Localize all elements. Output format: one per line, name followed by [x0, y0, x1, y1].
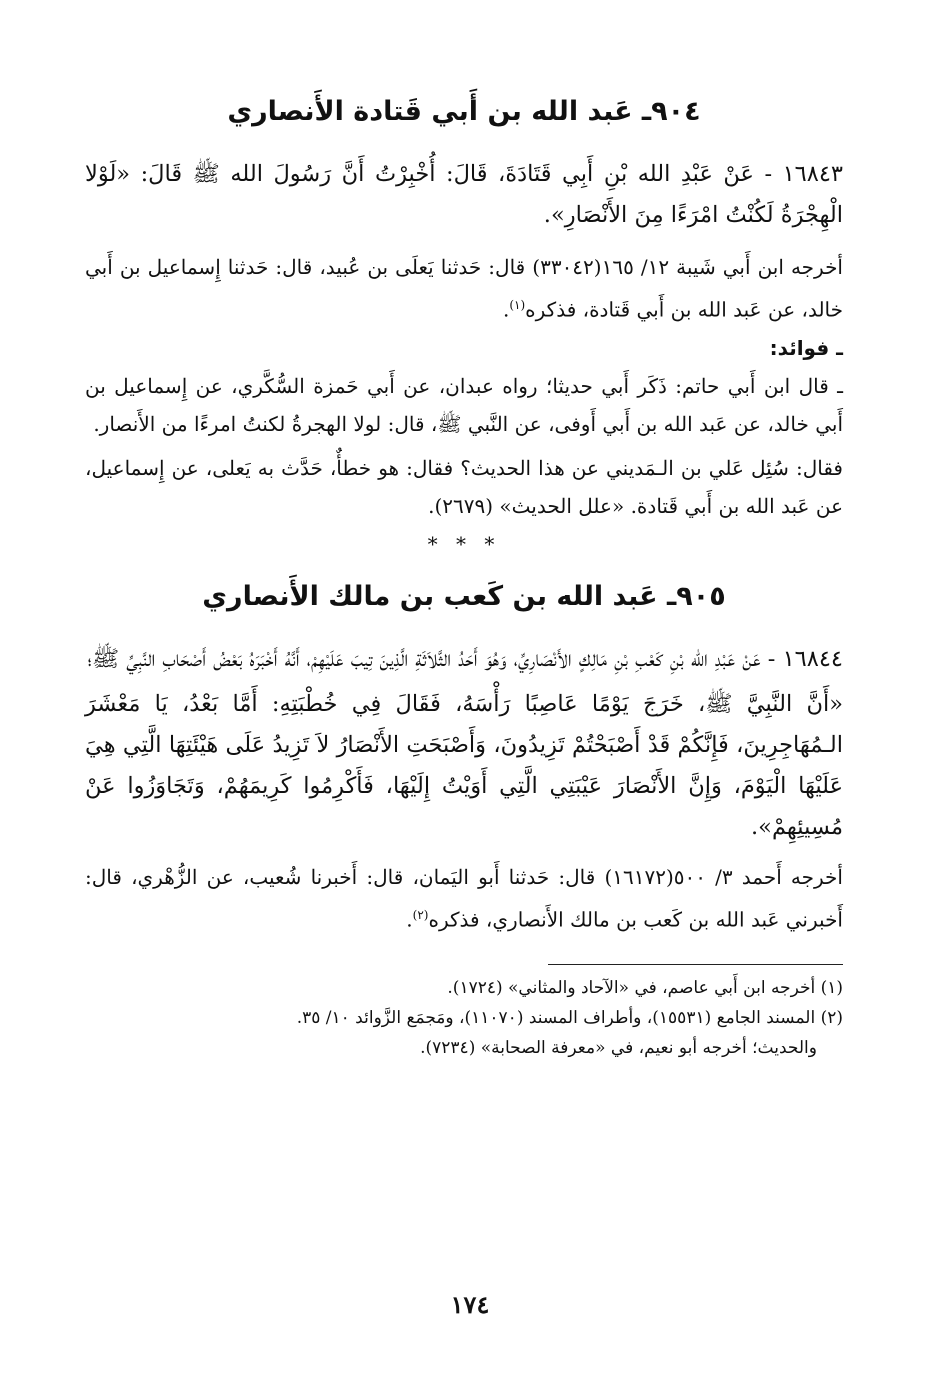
section-heading-904: ٩٠٤ـ عَبد الله بن أَبي قَتادة الأَنصاري [227, 96, 701, 127]
section-separator: * * * [427, 531, 501, 556]
footnote-2: (٢) المسند الجامع (١٥٥٣١)، وأطراف المسند (١١٠٧٠)، ومَجمَع الزَّوائد ١٠/ ٣٥. [296, 1008, 843, 1029]
fawaid-note-1: ـ قال ابن أَبي حاتم: ذَكَر أَبي حديثا؛ رواه عبدان، عن أَبي حَمزة السُّكَّري، عن إِسماعيل بن أَبي خالد، عن عَبد الله بن أَبي أَوفى، عن النَّبي ﷺ، قال: لولا الهجرةُ لكنتُ امرءًا من الأَنصار. [85, 373, 843, 436]
hadith-16844-intro: ١٦٨٤٤ - عَنْ عَبْدِ الله بْنِ كَعْبِ بْنِ مَالِكٍ الأَنْصَارِيِّ، وَهُوَ أَحَدُ الثَّلاَثَةِ الَّذِينَ تِيبَ عَلَيْهِمْ، أَنَّهُ أَخْبَرَهُ بَعْضُ أَصْحَابِ النَّبِيِّ ﷺ؛ [87, 645, 843, 672]
hadith-16843: ١٦٨٤٣ - عَنْ عَبْدِ الله بْنِ أَبِي قَتَادَةَ، قَالَ: أُخْبِرْتُ أَنَّ رَسُولَ الله ﷺ قَالَ: «لَوْلا الْهِجْرَةُ لَكُنْتُ امْرَءًا مِنَ الأَنْصَارِ». [85, 161, 843, 228]
source-text: أخرجه أَحمد ٣/ ٥٠٠(١٦١٧٢) قال: حَدثنا أَبو اليَمان، قال: أَخبرنا شُعيب، عن الزُّهْري، قال: أَخبرني عَبد الله بن كَعب بن مالك الأَنصاري، فذكره [85, 864, 843, 932]
source-text: أخرجه ابن أَبي شَيبة ١٢/ ١٦٥(٣٣٠٤٢) قال: حَدثنا يَعلَى بن عُبيد، قال: حَدثنا إِسماعيل بن أَبي خالد، عن عَبد الله بن أَبي قَتادة، فذكره [85, 255, 843, 322]
footnote-divider [548, 964, 843, 965]
footnote-1: (١) أخرجه ابن أَبي عاصم، في «الآحاد والمثاني» (١٧٢٤). [447, 978, 843, 999]
footnote-ref-2: (٢) [412, 907, 429, 922]
fawaid-note-2: فقال: سُئِل عَلي بن الـمَديني عن هذا الحديث؟ فقال: هو خطأٌ، حَدَّث به يَعلى، عن إِسماعيل، عن عَبد الله بن أَبي قَتادة. «علل الحديث» (٢٦٧٩). [85, 455, 843, 518]
fawaid-label: ـ فوائد: [769, 335, 843, 360]
page-number: ١٧٤ [450, 1290, 490, 1319]
hadith-16844-text: «أَنَّ النَّبِيَّ ﷺ، خَرَجَ يَوْمًا عَاصِبًا رَأْسَهُ، فَقَالَ فِي خُطْبَتِهِ: أَمَّا بَعْدُ، يَا مَعْشَرَ الـمُهَاجِرِينَ، فَإِنَّكُمْ قَدْ أَصْبَحْتُمْ تَزِيدُونَ، وَأَصْبَحَتِ الأَنْصَارُ لاَ تَزِيدُ عَلَى هَيْئَتِهَا الَّتِي هِيَ عَلَيْهَا الْيَوْمَ، وَإِنَّ الأَنْصَارَ عَيْبَتِي الَّتِي أَوَيْتُ إِلَيْهَا، فَأَكْرِمُوا كَرِيمَهُمْ، وَتَجَاوَزُوا عَنْ مُسِيئِهِمْ». [85, 690, 843, 840]
section-heading-905: ٩٠٥ـ عَبد الله بن كَعب بن مالك الأَنصاري [202, 580, 726, 612]
footnote-ref-1: (١) [509, 298, 526, 312]
footnote-2-continuation: والحديث؛ أخرجه أبو نعيم، في «معرفة الصحابة» (٧٢٣٤). [420, 1038, 817, 1059]
page-content [85, 92, 843, 1063]
hadith-16844-source: أخرجه أَحمد ٣/ ٥٠٠(١٦١٧٢) قال: حَدثنا أَبو اليَمان، قال: أَخبرنا شُعيب، عن الزُّهْري، قال: أَخبرني عَبد الله بن كَعب بن مالك الأَنصاري، فذكره$^{(٢)}$. [85, 864, 843, 932]
hadith-16843-source: أخرجه ابن أَبي شَيبة ١٢/ ١٦٥(٣٣٠٤٢) قال: حَدثنا يَعلَى بن عُبيد، قال: حَدثنا إِسماعيل بن أَبي خالد، عن عَبد الله بن أَبي قَتادة، فذكره$^{(١)}$. [85, 255, 843, 322]
